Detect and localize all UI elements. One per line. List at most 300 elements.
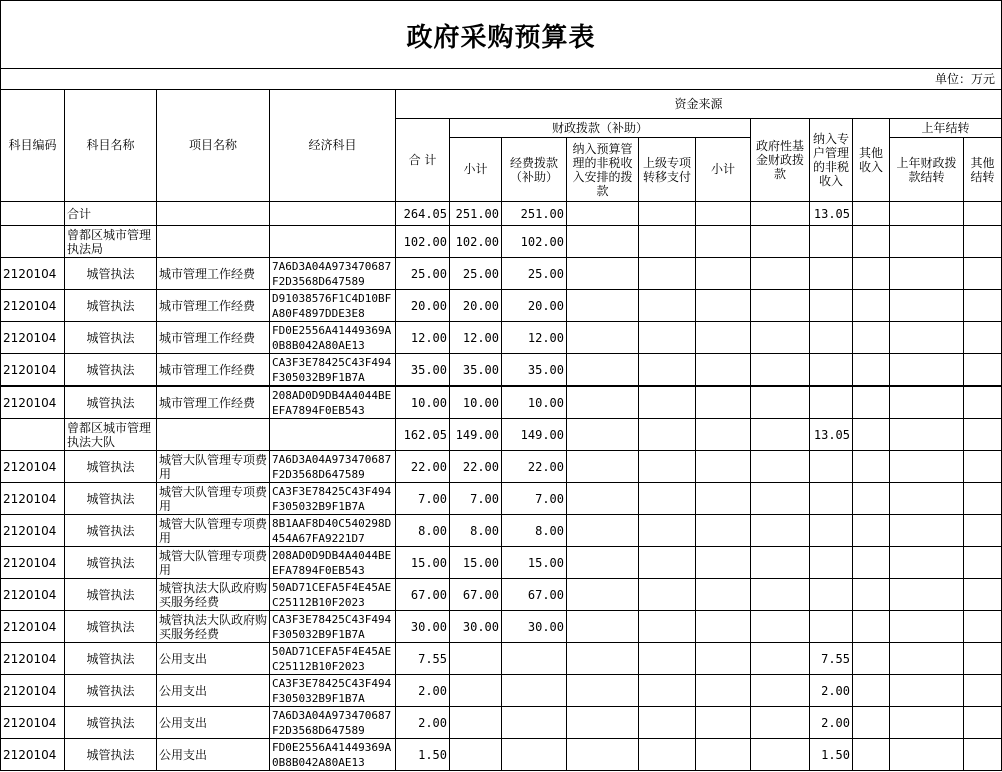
cell-project: 城管大队管理专项费用 xyxy=(157,515,270,547)
cell-subject: 城管执法 xyxy=(65,579,157,611)
cell-subject: 城管执法 xyxy=(65,322,157,354)
cell-grant: 10.00 xyxy=(502,386,567,419)
cell-empty xyxy=(567,707,639,739)
cell-project: 城管执法大队政府购买服务经费 xyxy=(157,611,270,643)
cell-econ: 208AD0D9DB4A4044BEEFA7894F0EB543 xyxy=(270,547,396,579)
cell-subject: 城管执法 xyxy=(65,547,157,579)
cell-empty xyxy=(639,579,696,611)
table-row xyxy=(1,202,1002,226)
cell-empty xyxy=(853,579,890,611)
cell-grant: 149.00 xyxy=(502,419,567,451)
cell-empty xyxy=(751,483,810,515)
cell-code: 2120104 xyxy=(1,643,65,675)
cell-project: 城市管理工作经费 xyxy=(157,290,270,322)
cell-empty xyxy=(751,354,810,387)
budget-table xyxy=(0,89,1002,771)
cell-empty xyxy=(567,354,639,387)
cell-grant: 30.00 xyxy=(502,611,567,643)
cell-empty xyxy=(853,515,890,547)
cell-empty xyxy=(890,707,964,739)
cell-code: 2120104 xyxy=(1,611,65,643)
cell-other-income xyxy=(810,322,853,354)
cell-project xyxy=(157,226,270,258)
cell-other-income: 13.05 xyxy=(810,419,853,451)
cell-project: 公用支出 xyxy=(157,739,270,771)
cell-other-income xyxy=(810,483,853,515)
cell-empty xyxy=(751,290,810,322)
cell-subtotal: 25.00 xyxy=(450,258,502,290)
cell-empty xyxy=(853,611,890,643)
cell-econ: FD0E2556A41449369A0B8B042A80AE13 xyxy=(270,322,396,354)
cell-empty xyxy=(964,707,1002,739)
cell-empty xyxy=(853,386,890,419)
cell-subject: 城管执法 xyxy=(65,451,157,483)
cell-empty xyxy=(696,258,751,290)
cell-econ xyxy=(270,226,396,258)
cell-project: 城市管理工作经费 xyxy=(157,354,270,387)
cell-empty xyxy=(964,483,1002,515)
cell-code: 2120104 xyxy=(1,579,65,611)
cell-subtotal: 12.00 xyxy=(450,322,502,354)
cell-code: 2120104 xyxy=(1,322,65,354)
cell-other-income xyxy=(810,451,853,483)
table-row xyxy=(1,354,1002,387)
cell-subtotal: 22.00 xyxy=(450,451,502,483)
cell-empty xyxy=(639,643,696,675)
cell-empty xyxy=(964,675,1002,707)
cell-econ: CA3F3E78425C43F494F305032B9F1B7A xyxy=(270,675,396,707)
cell-grant xyxy=(502,707,567,739)
cell-empty xyxy=(567,419,639,451)
cell-project: 城市管理工作经费 xyxy=(157,322,270,354)
cell-econ: 7A6D3A04A973470687F2D3568D647589 xyxy=(270,258,396,290)
cell-subtotal: 8.00 xyxy=(450,515,502,547)
cell-subject: 城管执法 xyxy=(65,515,157,547)
cell-empty xyxy=(696,322,751,354)
cell-subtotal: 149.00 xyxy=(450,419,502,451)
cell-subject: 曾都区城市管理执法局 xyxy=(65,226,157,258)
header-fiscal: 财政拨款（补助） xyxy=(450,119,751,138)
cell-empty xyxy=(567,258,639,290)
cell-empty xyxy=(639,322,696,354)
cell-empty xyxy=(853,483,890,515)
cell-empty xyxy=(853,354,890,387)
cell-subtotal: 7.00 xyxy=(450,483,502,515)
cell-subtotal: 10.00 xyxy=(450,386,502,419)
cell-empty xyxy=(751,451,810,483)
cell-empty xyxy=(639,202,696,226)
cell-total: 7.00 xyxy=(396,483,450,515)
cell-other-income: 1.50 xyxy=(810,739,853,771)
cell-code: 2120104 xyxy=(1,451,65,483)
cell-econ: CA3F3E78425C43F494F305032B9F1B7A xyxy=(270,611,396,643)
cell-empty xyxy=(639,611,696,643)
cell-empty xyxy=(890,226,964,258)
cell-econ: 7A6D3A04A973470687F2D3568D647589 xyxy=(270,451,396,483)
cell-econ: CA3F3E78425C43F494F305032B9F1B7A xyxy=(270,354,396,387)
cell-empty xyxy=(890,290,964,322)
cell-empty xyxy=(751,611,810,643)
cell-other-income xyxy=(810,226,853,258)
cell-empty xyxy=(853,258,890,290)
cell-empty xyxy=(853,202,890,226)
cell-subtotal: 30.00 xyxy=(450,611,502,643)
cell-subject: 城管执法 xyxy=(65,643,157,675)
header-fiscal-grant: 经费拨款（补助） xyxy=(502,138,567,202)
cell-empty xyxy=(890,354,964,387)
cell-empty xyxy=(890,579,964,611)
cell-subtotal xyxy=(450,675,502,707)
table-row xyxy=(1,226,1002,258)
cell-total: 2.00 xyxy=(396,707,450,739)
cell-project: 公用支出 xyxy=(157,675,270,707)
cell-project xyxy=(157,419,270,451)
cell-empty xyxy=(567,739,639,771)
cell-grant: 20.00 xyxy=(502,290,567,322)
cell-other-income xyxy=(810,386,853,419)
cell-empty xyxy=(639,226,696,258)
cell-econ: 208AD0D9DB4A4044BEEFA7894F0EB543 xyxy=(270,386,396,419)
cell-empty xyxy=(853,707,890,739)
cell-total: 1.50 xyxy=(396,739,450,771)
cell-total: 2.00 xyxy=(396,675,450,707)
cell-empty xyxy=(853,290,890,322)
cell-empty xyxy=(567,202,639,226)
cell-other-income: 7.55 xyxy=(810,643,853,675)
cell-empty xyxy=(964,643,1002,675)
cell-code: 2120104 xyxy=(1,675,65,707)
cell-empty xyxy=(696,419,751,451)
cell-empty xyxy=(964,739,1002,771)
cell-other-income xyxy=(810,515,853,547)
cell-econ: 50AD71CEFA5F4E45AEC25112B10F2023 xyxy=(270,643,396,675)
cell-grant: 12.00 xyxy=(502,322,567,354)
table-row xyxy=(1,386,1002,419)
cell-empty xyxy=(567,515,639,547)
cell-empty xyxy=(890,483,964,515)
cell-empty xyxy=(567,547,639,579)
table-row xyxy=(1,483,1002,515)
cell-empty xyxy=(751,739,810,771)
cell-empty xyxy=(567,483,639,515)
cell-empty xyxy=(890,739,964,771)
header-prev-subtotal: 小计 xyxy=(696,138,751,202)
cell-grant xyxy=(502,739,567,771)
table-row xyxy=(1,739,1002,771)
cell-empty xyxy=(696,675,751,707)
cell-project: 城管执法大队政府购买服务经费 xyxy=(157,579,270,611)
table-row xyxy=(1,451,1002,483)
cell-empty xyxy=(567,643,639,675)
header-gov-fund: 政府性基金财政拨款 xyxy=(751,119,810,202)
table-row xyxy=(1,675,1002,707)
cell-empty xyxy=(964,290,1002,322)
cell-empty xyxy=(890,419,964,451)
header-funding-source: 资金来源 xyxy=(396,90,1002,119)
header-prev-other: 其他结转 xyxy=(964,138,1002,202)
cell-subtotal: 20.00 xyxy=(450,290,502,322)
cell-grant: 35.00 xyxy=(502,354,567,387)
cell-empty xyxy=(890,451,964,483)
cell-empty xyxy=(890,202,964,226)
cell-empty xyxy=(567,226,639,258)
table-row xyxy=(1,290,1002,322)
cell-grant: 22.00 xyxy=(502,451,567,483)
cell-project: 城管大队管理专项费用 xyxy=(157,547,270,579)
cell-subject: 合计 xyxy=(65,202,157,226)
cell-econ: FD0E2556A41449369A0B8B042A80AE13 xyxy=(270,739,396,771)
cell-subtotal: 251.00 xyxy=(450,202,502,226)
cell-empty xyxy=(853,643,890,675)
table-row xyxy=(1,611,1002,643)
cell-total: 7.55 xyxy=(396,643,450,675)
cell-empty xyxy=(964,354,1002,387)
cell-econ: 7A6D3A04A973470687F2D3568D647589 xyxy=(270,707,396,739)
cell-code: 2120104 xyxy=(1,354,65,387)
cell-subtotal: 67.00 xyxy=(450,579,502,611)
cell-empty xyxy=(853,322,890,354)
cell-empty xyxy=(964,226,1002,258)
cell-empty xyxy=(890,643,964,675)
cell-empty xyxy=(567,290,639,322)
cell-grant xyxy=(502,675,567,707)
header-project: 项目名称 xyxy=(157,90,270,202)
cell-econ: 8B1AAF8D40C540298D454A67FA9221D7 xyxy=(270,515,396,547)
cell-grant: 7.00 xyxy=(502,483,567,515)
header-transfer: 上级专项转移支付 xyxy=(639,138,696,202)
cell-empty xyxy=(751,643,810,675)
cell-subject: 城管执法 xyxy=(65,290,157,322)
cell-empty xyxy=(696,611,751,643)
cell-empty xyxy=(639,354,696,387)
cell-empty xyxy=(964,579,1002,611)
cell-other-income xyxy=(810,547,853,579)
cell-empty xyxy=(696,707,751,739)
cell-subtotal xyxy=(450,707,502,739)
cell-econ: CA3F3E78425C43F494F305032B9F1B7A xyxy=(270,483,396,515)
cell-empty xyxy=(639,707,696,739)
cell-empty xyxy=(567,451,639,483)
cell-empty xyxy=(890,322,964,354)
cell-empty xyxy=(751,515,810,547)
cell-subtotal: 102.00 xyxy=(450,226,502,258)
header-prev-year: 上年结转 xyxy=(890,119,1002,138)
cell-code xyxy=(1,202,65,226)
header-code: 科目编码 xyxy=(1,90,65,202)
cell-empty xyxy=(751,579,810,611)
unit-label: 单位：万元 xyxy=(0,68,1002,89)
cell-empty xyxy=(751,386,810,419)
cell-subtotal: 35.00 xyxy=(450,354,502,387)
cell-empty xyxy=(751,322,810,354)
table-row xyxy=(1,322,1002,354)
cell-empty xyxy=(890,258,964,290)
cell-empty xyxy=(964,258,1002,290)
cell-grant: 8.00 xyxy=(502,515,567,547)
cell-subtotal: 15.00 xyxy=(450,547,502,579)
cell-other-income xyxy=(810,258,853,290)
cell-empty xyxy=(639,419,696,451)
cell-other-income xyxy=(810,611,853,643)
cell-empty xyxy=(964,451,1002,483)
cell-empty xyxy=(964,419,1002,451)
cell-project: 城管大队管理专项费用 xyxy=(157,451,270,483)
cell-empty xyxy=(751,707,810,739)
cell-project xyxy=(157,202,270,226)
cell-grant: 102.00 xyxy=(502,226,567,258)
cell-empty xyxy=(964,547,1002,579)
cell-grant: 251.00 xyxy=(502,202,567,226)
cell-empty xyxy=(853,419,890,451)
cell-total: 12.00 xyxy=(396,322,450,354)
cell-empty xyxy=(639,547,696,579)
cell-code: 2120104 xyxy=(1,290,65,322)
cell-subject: 城管执法 xyxy=(65,483,157,515)
cell-empty xyxy=(696,451,751,483)
cell-subject: 城管执法 xyxy=(65,258,157,290)
cell-code: 2120104 xyxy=(1,386,65,419)
cell-code: 2120104 xyxy=(1,258,65,290)
cell-empty xyxy=(639,386,696,419)
cell-empty xyxy=(696,226,751,258)
cell-empty xyxy=(751,258,810,290)
cell-empty xyxy=(696,290,751,322)
cell-empty xyxy=(964,515,1002,547)
cell-empty xyxy=(696,579,751,611)
cell-econ: 50AD71CEFA5F4E45AEC25112B10F2023 xyxy=(270,579,396,611)
cell-empty xyxy=(890,675,964,707)
cell-empty xyxy=(696,643,751,675)
cell-subject: 城管执法 xyxy=(65,675,157,707)
cell-empty xyxy=(853,547,890,579)
table-row xyxy=(1,579,1002,611)
cell-empty xyxy=(890,611,964,643)
cell-subtotal xyxy=(450,643,502,675)
cell-total: 264.05 xyxy=(396,202,450,226)
header-other-income: 其他收入 xyxy=(853,119,890,202)
cell-other-income: 13.05 xyxy=(810,202,853,226)
header-subject: 科目名称 xyxy=(65,90,157,202)
cell-empty xyxy=(751,202,810,226)
cell-total: 67.00 xyxy=(396,579,450,611)
cell-empty xyxy=(696,483,751,515)
cell-econ xyxy=(270,202,396,226)
cell-empty xyxy=(639,451,696,483)
cell-subject: 城管执法 xyxy=(65,354,157,387)
header-nontax: 纳入预算管理的非税收入安排的拨款 xyxy=(567,138,639,202)
cell-grant: 25.00 xyxy=(502,258,567,290)
page-title: 政府采购预算表 xyxy=(0,0,1002,69)
cell-grant: 67.00 xyxy=(502,579,567,611)
cell-empty xyxy=(567,675,639,707)
cell-subject: 城管执法 xyxy=(65,611,157,643)
cell-total: 8.00 xyxy=(396,515,450,547)
cell-empty xyxy=(964,611,1002,643)
table-row xyxy=(1,258,1002,290)
cell-empty xyxy=(639,675,696,707)
cell-other-income: 2.00 xyxy=(810,707,853,739)
cell-total: 22.00 xyxy=(396,451,450,483)
cell-empty xyxy=(853,451,890,483)
cell-empty xyxy=(890,547,964,579)
cell-empty xyxy=(639,290,696,322)
cell-total: 35.00 xyxy=(396,354,450,387)
cell-code: 2120104 xyxy=(1,707,65,739)
cell-empty xyxy=(567,579,639,611)
cell-empty xyxy=(639,483,696,515)
cell-empty xyxy=(639,739,696,771)
cell-grant xyxy=(502,643,567,675)
table-row xyxy=(1,643,1002,675)
cell-other-income xyxy=(810,354,853,387)
cell-total: 10.00 xyxy=(396,386,450,419)
cell-total: 102.00 xyxy=(396,226,450,258)
cell-empty xyxy=(751,675,810,707)
cell-empty xyxy=(751,419,810,451)
cell-econ: D91038576F1C4D10BFA80F4897DDE3E8 xyxy=(270,290,396,322)
cell-econ xyxy=(270,419,396,451)
cell-project: 公用支出 xyxy=(157,643,270,675)
cell-empty xyxy=(567,611,639,643)
cell-empty xyxy=(964,202,1002,226)
cell-code: 2120104 xyxy=(1,739,65,771)
cell-code xyxy=(1,419,65,451)
header-special-nontax: 纳入专户管理的非税收入 xyxy=(810,119,853,202)
cell-other-income xyxy=(810,290,853,322)
cell-subject: 城管执法 xyxy=(65,707,157,739)
cell-empty xyxy=(853,226,890,258)
cell-empty xyxy=(964,322,1002,354)
cell-empty xyxy=(639,515,696,547)
table-row xyxy=(1,547,1002,579)
cell-empty xyxy=(696,547,751,579)
cell-subject: 城管执法 xyxy=(65,739,157,771)
cell-empty xyxy=(964,386,1002,419)
cell-code xyxy=(1,226,65,258)
header-total: 合 计 xyxy=(396,119,450,202)
cell-code: 2120104 xyxy=(1,515,65,547)
table-row xyxy=(1,515,1002,547)
cell-project: 城管大队管理专项费用 xyxy=(157,483,270,515)
cell-empty xyxy=(696,386,751,419)
cell-empty xyxy=(696,354,751,387)
cell-empty xyxy=(853,675,890,707)
table-row xyxy=(1,419,1002,451)
cell-empty xyxy=(751,226,810,258)
cell-total: 162.05 xyxy=(396,419,450,451)
cell-project: 公用支出 xyxy=(157,707,270,739)
cell-subject: 曾都区城市管理执法大队 xyxy=(65,419,157,451)
cell-total: 15.00 xyxy=(396,547,450,579)
cell-total: 25.00 xyxy=(396,258,450,290)
cell-empty xyxy=(567,322,639,354)
cell-total: 20.00 xyxy=(396,290,450,322)
cell-empty xyxy=(890,515,964,547)
cell-subject: 城管执法 xyxy=(65,386,157,419)
cell-other-income: 2.00 xyxy=(810,675,853,707)
header-econ: 经济科目 xyxy=(270,90,396,202)
cell-project: 城市管理工作经费 xyxy=(157,386,270,419)
cell-project: 城市管理工作经费 xyxy=(157,258,270,290)
cell-empty xyxy=(639,258,696,290)
cell-total: 30.00 xyxy=(396,611,450,643)
cell-grant: 15.00 xyxy=(502,547,567,579)
cell-empty xyxy=(567,386,639,419)
cell-subtotal xyxy=(450,739,502,771)
cell-code: 2120104 xyxy=(1,547,65,579)
cell-empty xyxy=(696,739,751,771)
cell-empty xyxy=(853,739,890,771)
